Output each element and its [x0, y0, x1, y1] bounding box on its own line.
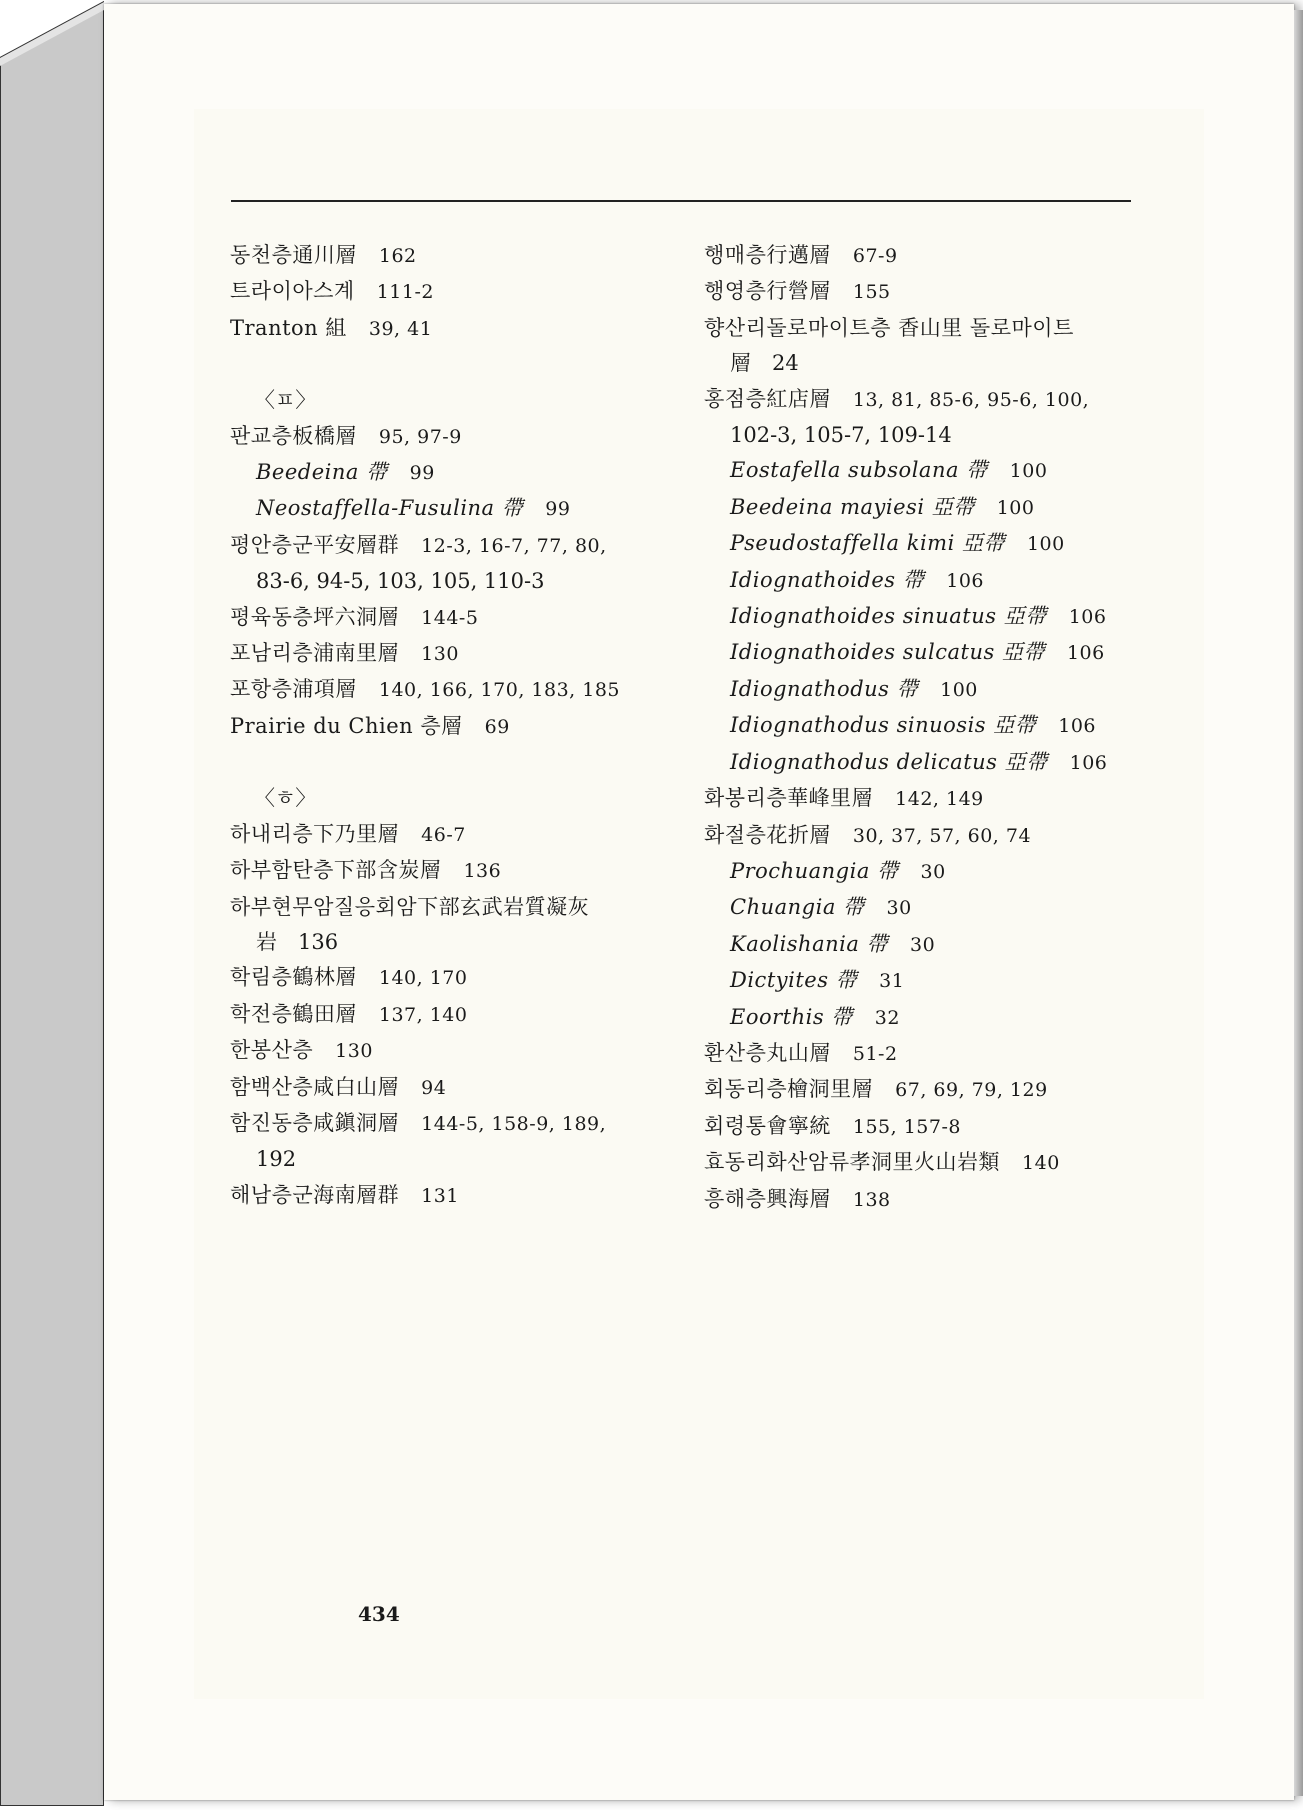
- entry-term: Beedeina 帶: [256, 460, 388, 485]
- entry-term: 학전층鶴田層: [230, 1001, 357, 1026]
- entry-page-refs: 138: [852, 1188, 891, 1211]
- entry-page-refs: 100: [940, 678, 978, 701]
- entry-continuation: 層 24: [730, 351, 799, 376]
- entry-term: 동천층通川層: [230, 243, 357, 267]
- index-entry: [230, 817, 700, 853]
- entry-term: Pseudostaffella kimi 亞帶: [730, 531, 1005, 556]
- entry-page-refs: 140, 166, 170, 183, 185: [378, 679, 621, 702]
- book-spine: [0, 0, 104, 1806]
- index-entry: [230, 1033, 700, 1069]
- index-entry: [230, 311, 700, 347]
- index-subentry: [704, 890, 1234, 926]
- entry-term: 화봉리층華峰里層: [704, 786, 874, 811]
- index-entry: [230, 274, 700, 310]
- index-entry: [230, 419, 700, 455]
- entry-page-refs: 30: [886, 897, 912, 920]
- section-heading: 〈ㅎ〉: [254, 786, 317, 811]
- index-entry: [704, 1072, 1234, 1108]
- entry-page-refs: 140, 170: [378, 967, 468, 990]
- index-entry: [230, 853, 700, 889]
- index-entry: [704, 1036, 1234, 1072]
- index-entry: [230, 672, 700, 708]
- index-subentry: [704, 599, 1234, 635]
- index-entry: [230, 636, 700, 672]
- entry-term: 하내리층下乃里層: [230, 821, 400, 846]
- index-entry: [704, 382, 1234, 418]
- entry-term: 해남층군海南層群: [230, 1182, 400, 1207]
- page-number: 434: [358, 1602, 400, 1626]
- index-column-right: [704, 238, 1234, 1218]
- entry-page-refs: 31: [879, 970, 905, 993]
- entry-term: Beedeina mayiesi 亞帶: [730, 494, 975, 519]
- entry-term: Idiognathoides 帶: [730, 567, 925, 592]
- entry-page-refs: 32: [874, 1006, 900, 1029]
- index-subentry: [230, 491, 700, 527]
- index-subentry: [704, 490, 1234, 526]
- entry-page-refs: 137, 140: [378, 1003, 468, 1026]
- entry-page-refs: 106: [1068, 606, 1107, 629]
- entry-term: Prochuangia 帶: [730, 858, 899, 883]
- entry-term: 홍점층紅店層: [704, 386, 831, 411]
- entry-term: 환산층丸山層: [704, 1040, 831, 1065]
- entry-page-refs: 100: [1026, 533, 1065, 556]
- entry-page-refs: 140: [1022, 1152, 1060, 1175]
- entry-term: 행영층行營層: [704, 279, 831, 304]
- entry-page-refs: 12-3, 16-7, 77, 80,: [421, 534, 607, 557]
- entry-term: 행매층行邁層: [704, 243, 831, 267]
- entry-term: 함백산층咸白山層: [230, 1074, 400, 1099]
- index-entry: [704, 781, 1234, 817]
- entry-page-refs: 39, 41: [368, 317, 433, 340]
- entry-term: 한봉산층: [230, 1038, 314, 1063]
- index-entry: [230, 1106, 700, 1142]
- entry-continuation: 192: [256, 1147, 297, 1172]
- index-entry: [704, 1109, 1234, 1145]
- index-subentry: [230, 455, 700, 491]
- entry-page-refs: 131: [421, 1184, 459, 1207]
- entry-term: 포남리층浦南里層: [230, 641, 400, 666]
- entry-page-refs: 30: [910, 933, 936, 956]
- entry-page-refs: 142, 149: [895, 788, 984, 811]
- entry-term: 하부현무암질응회암下部玄武岩質凝灰: [230, 894, 590, 919]
- entry-page-refs: 155, 157-8: [852, 1115, 961, 1138]
- entry-page-refs: 99: [545, 498, 571, 521]
- entry-term: Idiognathodus sinuosis 亞帶: [730, 713, 1037, 738]
- entry-page-refs: 95, 97-9: [378, 425, 462, 448]
- entry-page-refs: 130: [421, 643, 459, 666]
- entry-page-refs: 67-9: [852, 245, 898, 267]
- entry-page-refs: 162: [378, 245, 417, 267]
- entry-term: 판교층板橋層: [230, 423, 357, 448]
- entry-continuation: 102-3, 105-7, 109-14: [730, 423, 952, 448]
- entry-page-refs: 111-2: [376, 281, 434, 304]
- entry-page-refs: 30, 37, 57, 60, 74: [852, 824, 1032, 847]
- index-subentry: [704, 745, 1234, 781]
- entry-term: 포항층浦項層: [230, 677, 357, 702]
- index-entry: [230, 997, 700, 1033]
- entry-term: Eoorthis 帶: [730, 1004, 853, 1029]
- index-entry: [704, 1182, 1234, 1218]
- entry-term: 함진동층咸鎭洞層: [230, 1110, 400, 1135]
- entry-term: 흥해층興海層: [704, 1186, 831, 1211]
- entry-page-refs: 106: [1058, 715, 1097, 738]
- entry-page-refs: 130: [335, 1040, 373, 1063]
- index-subentry: [704, 854, 1234, 890]
- entry-continuation: 岩 136: [256, 929, 339, 954]
- entry-term: Kaolishania 帶: [730, 931, 889, 956]
- entry-term: Dictyites 帶: [730, 968, 858, 993]
- index-subentry: [704, 927, 1234, 963]
- index-subentry: [704, 526, 1234, 562]
- index-subentry: [704, 708, 1234, 744]
- entry-term: 학림층鶴林層: [230, 965, 357, 990]
- entry-term: 향산리돌로마이트층 香山里 돌로마이트: [704, 315, 1074, 340]
- index-column-left: [230, 238, 700, 1214]
- index-subentry: [704, 963, 1234, 999]
- entry-term: 평육동층坪六洞層: [230, 604, 400, 629]
- entry-term: 효동리화산암류孝洞里火山岩類: [704, 1150, 1001, 1175]
- entry-page-refs: 13, 81, 85-6, 95-6, 100,: [852, 388, 1090, 411]
- entry-page-refs: 69: [484, 715, 510, 738]
- page-edge: [1294, 10, 1303, 1796]
- entry-page-refs: 100: [996, 496, 1035, 519]
- index-entry: [230, 709, 700, 745]
- book-page: [104, 4, 1294, 1800]
- entry-page-refs: 106: [1069, 751, 1108, 774]
- entry-term: Tranton 組: [230, 315, 347, 340]
- index-subentry: [704, 635, 1234, 671]
- entry-page-refs: 30: [920, 860, 946, 883]
- index-entry: [704, 274, 1234, 310]
- entry-term: 회령통會寧統: [704, 1113, 831, 1138]
- top-rule: [231, 200, 1131, 202]
- entry-term: Eostafella subsolana 帶: [730, 458, 988, 483]
- entry-page-refs: 106: [1066, 642, 1105, 665]
- entry-term: 회동리층檜洞里層: [704, 1077, 874, 1102]
- entry-page-refs: 144-5, 158-9, 189,: [421, 1112, 607, 1135]
- index-entry: [704, 311, 1234, 346]
- entry-term: Idiognathodus 帶: [730, 676, 919, 701]
- entry-page-refs: 51-2: [852, 1042, 898, 1065]
- index-entry: [230, 238, 700, 274]
- index-subentry: [704, 563, 1234, 599]
- entry-term: 평안층군平安層群: [230, 532, 400, 557]
- entry-term: Prairie du Chien 층層: [230, 713, 463, 738]
- index-entry: [704, 818, 1234, 854]
- index-entry: [230, 528, 700, 564]
- entry-page-refs: 144-5: [421, 606, 479, 629]
- entry-term: Neostaffella-Fusulina 帶: [256, 496, 524, 521]
- section-heading: 〈ㅍ〉: [254, 388, 317, 413]
- entry-page-refs: 46-7: [421, 823, 466, 846]
- entry-page-refs: 106: [946, 569, 984, 592]
- entry-page-refs: 155: [852, 281, 891, 304]
- index-subentry: [704, 1000, 1234, 1036]
- entry-term: 화절층花折層: [704, 822, 831, 847]
- entry-term: Idiognathoides sulcatus 亞帶: [730, 640, 1045, 665]
- entry-page-refs: 94: [421, 1076, 447, 1099]
- entry-term: 하부함탄층下部含炭層: [230, 858, 442, 883]
- entry-term: Idiognathodus delicatus 亞帶: [730, 749, 1048, 774]
- index-subentry: [704, 453, 1234, 489]
- index-entry: [704, 238, 1234, 274]
- entry-term: 트라이아스계: [230, 279, 355, 304]
- index-entry: [230, 600, 700, 636]
- entry-page-refs: 100: [1009, 460, 1048, 483]
- index-subentry: [704, 672, 1234, 708]
- entry-term: Idiognathoides sinuatus 亞帶: [730, 604, 1047, 629]
- entry-continuation: 83-6, 94-5, 103, 105, 110-3: [256, 569, 545, 594]
- entry-page-refs: 136: [463, 860, 502, 883]
- index-entry: [230, 1070, 700, 1106]
- index-entry: [704, 1145, 1234, 1181]
- index-entry: [230, 890, 700, 925]
- entry-page-refs: 99: [409, 462, 435, 485]
- entry-page-refs: 67, 69, 79, 129: [895, 1079, 1048, 1102]
- entry-term: Chuangia 帶: [730, 895, 865, 920]
- index-entry: [230, 960, 700, 996]
- index-entry: [230, 1178, 700, 1214]
